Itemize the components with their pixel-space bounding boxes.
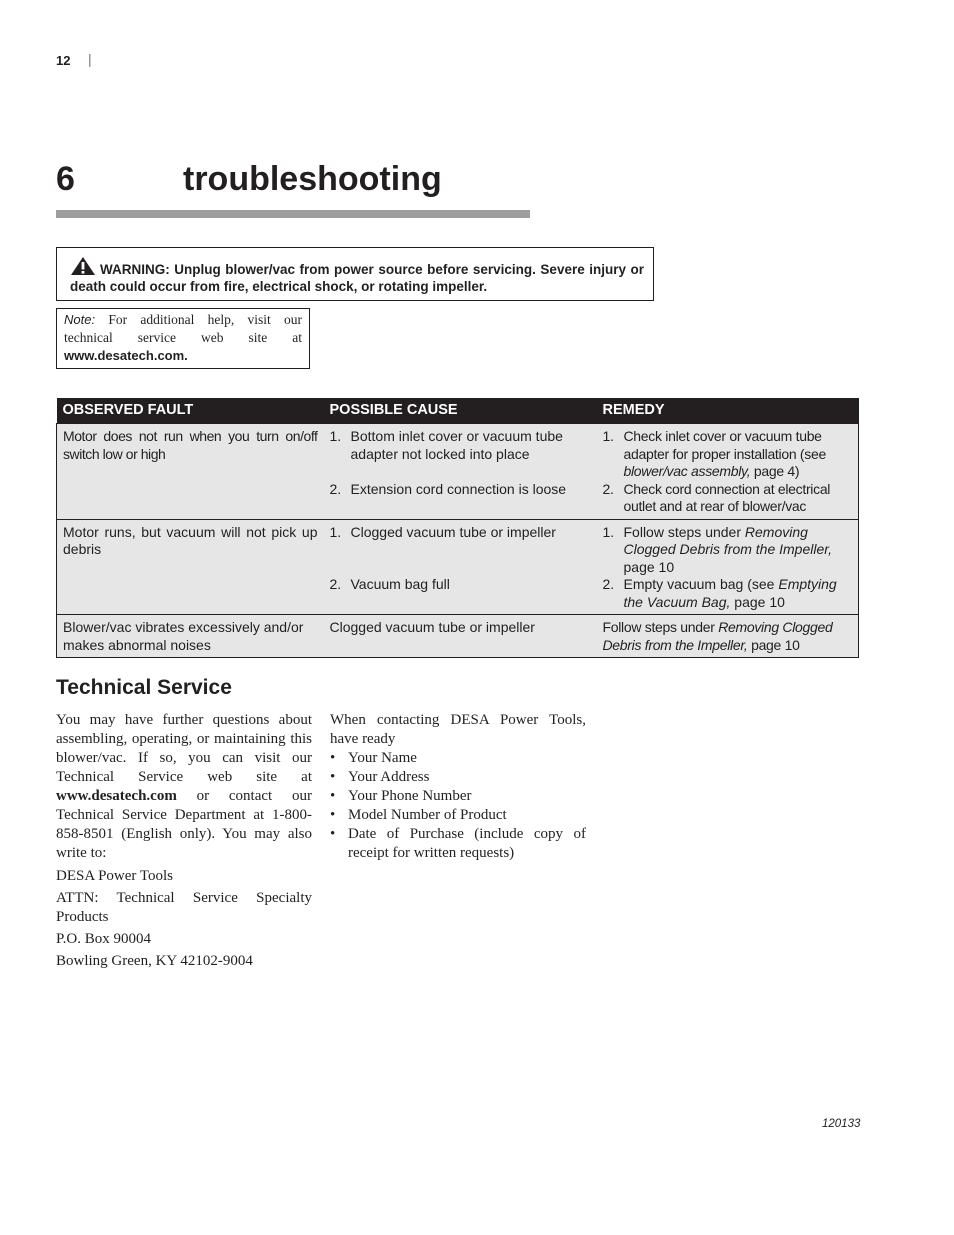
- list-item: • Date of Purchase (include copy of receipt for written requests): [330, 825, 586, 863]
- table-row: [57, 615, 859, 658]
- document-code: 120133: [822, 1118, 861, 1130]
- remedy-cell: [597, 424, 859, 520]
- table-header-row: [57, 398, 859, 424]
- header-remedy: REMEDY: [597, 398, 859, 424]
- cause-item: 2. Vacuum bag full: [329, 576, 450, 592]
- note-label: Note:: [64, 312, 96, 327]
- page-number-separator: |: [88, 51, 92, 67]
- list-item: • Your Address: [330, 768, 586, 787]
- remedy-item: 2. Empty vacuum bag (see Emptying the Vacuum Bag, page 10: [602, 576, 837, 610]
- address-line: Bowling Green, KY 42102-9004: [56, 953, 253, 969]
- cause-item: 1. Clogged vacuum tube or impeller: [329, 523, 556, 540]
- table-row: [57, 424, 859, 520]
- address-line: P.O. Box 90004: [56, 931, 152, 947]
- fault-cell: Motor does not run when you turn on/off switch low or high: [57, 424, 324, 520]
- troubleshooting-table: [56, 398, 859, 658]
- technical-service-intro: You may have further questions about assembling, operating, or maintaining this blower/vac. If so, you can visit our Technical Service web site at www.desatech.com or contact our Technical Service Department at 1-800-858-8501 (English only). You may also write to:: [56, 712, 312, 861]
- list-item: • Your Name: [330, 749, 586, 768]
- note-box: [56, 308, 310, 369]
- remedy-item: 2. Check cord connection at electrical outlet and at rear of blower/vac: [602, 480, 831, 514]
- header-observed-fault: OBSERVED FAULT: [57, 398, 324, 424]
- note-text: For additional help, visit our technical service web site at: [64, 312, 302, 345]
- fault-cell: Blower/vac vibrates excessively and/or makes abnormal noises: [57, 615, 324, 658]
- fault-cell: Motor runs, but vacuum will not pick up debris: [57, 519, 324, 615]
- contact-intro: When contacting DESA Power Tools, have ready: [330, 712, 586, 747]
- list-item: • Model Number of Product: [330, 806, 586, 825]
- section-number: 6: [56, 160, 75, 198]
- address-line: DESA Power Tools: [56, 868, 174, 884]
- warning-triangle-icon: [70, 256, 96, 276]
- technical-service-heading: Technical Service: [56, 676, 232, 699]
- address-line: ATTN: Technical Service Specialty Products: [56, 890, 312, 925]
- remedy-cell: Follow steps under Removing Clogged Debris from the Impeller, page 10: [597, 615, 859, 658]
- title-underline-rule: [56, 210, 530, 218]
- note-url[interactable]: www.desatech.com.: [64, 348, 188, 363]
- warning-box: [56, 247, 654, 301]
- cause-item: 2. Extension cord connection is loose: [329, 481, 567, 497]
- cause-cell: [324, 424, 597, 520]
- section-title: troubleshooting: [183, 160, 442, 198]
- technical-service-right-column: [330, 711, 586, 863]
- contact-checklist: [330, 749, 586, 863]
- page-number: 12: [56, 53, 71, 68]
- cause-cell: Clogged vacuum tube or impeller: [324, 615, 597, 658]
- service-website-link[interactable]: www.desatech.com: [56, 788, 177, 804]
- list-item: • Your Phone Number: [330, 787, 586, 806]
- cause-cell: [324, 519, 597, 615]
- warning-text: WARNING: Unplug blower/vac from power source before servicing. Severe injury or death could occur from fire, electrical shock, or rotating impeller.: [70, 262, 644, 294]
- table-row: [57, 519, 859, 615]
- remedy-item: 1. Check inlet cover or vacuum tube adapter for proper installation (see blower/vac assembly, page 4): [602, 428, 826, 479]
- technical-service-left-column: [56, 711, 312, 974]
- remedy-item: 1. Follow steps under Removing Clogged Debris from the Impeller, page 10: [602, 523, 833, 575]
- header-possible-cause: POSSIBLE CAUSE: [324, 398, 597, 424]
- cause-item: 1. Bottom inlet cover or vacuum tube adapter not locked into place: [329, 428, 563, 462]
- remedy-cell: [597, 519, 859, 615]
